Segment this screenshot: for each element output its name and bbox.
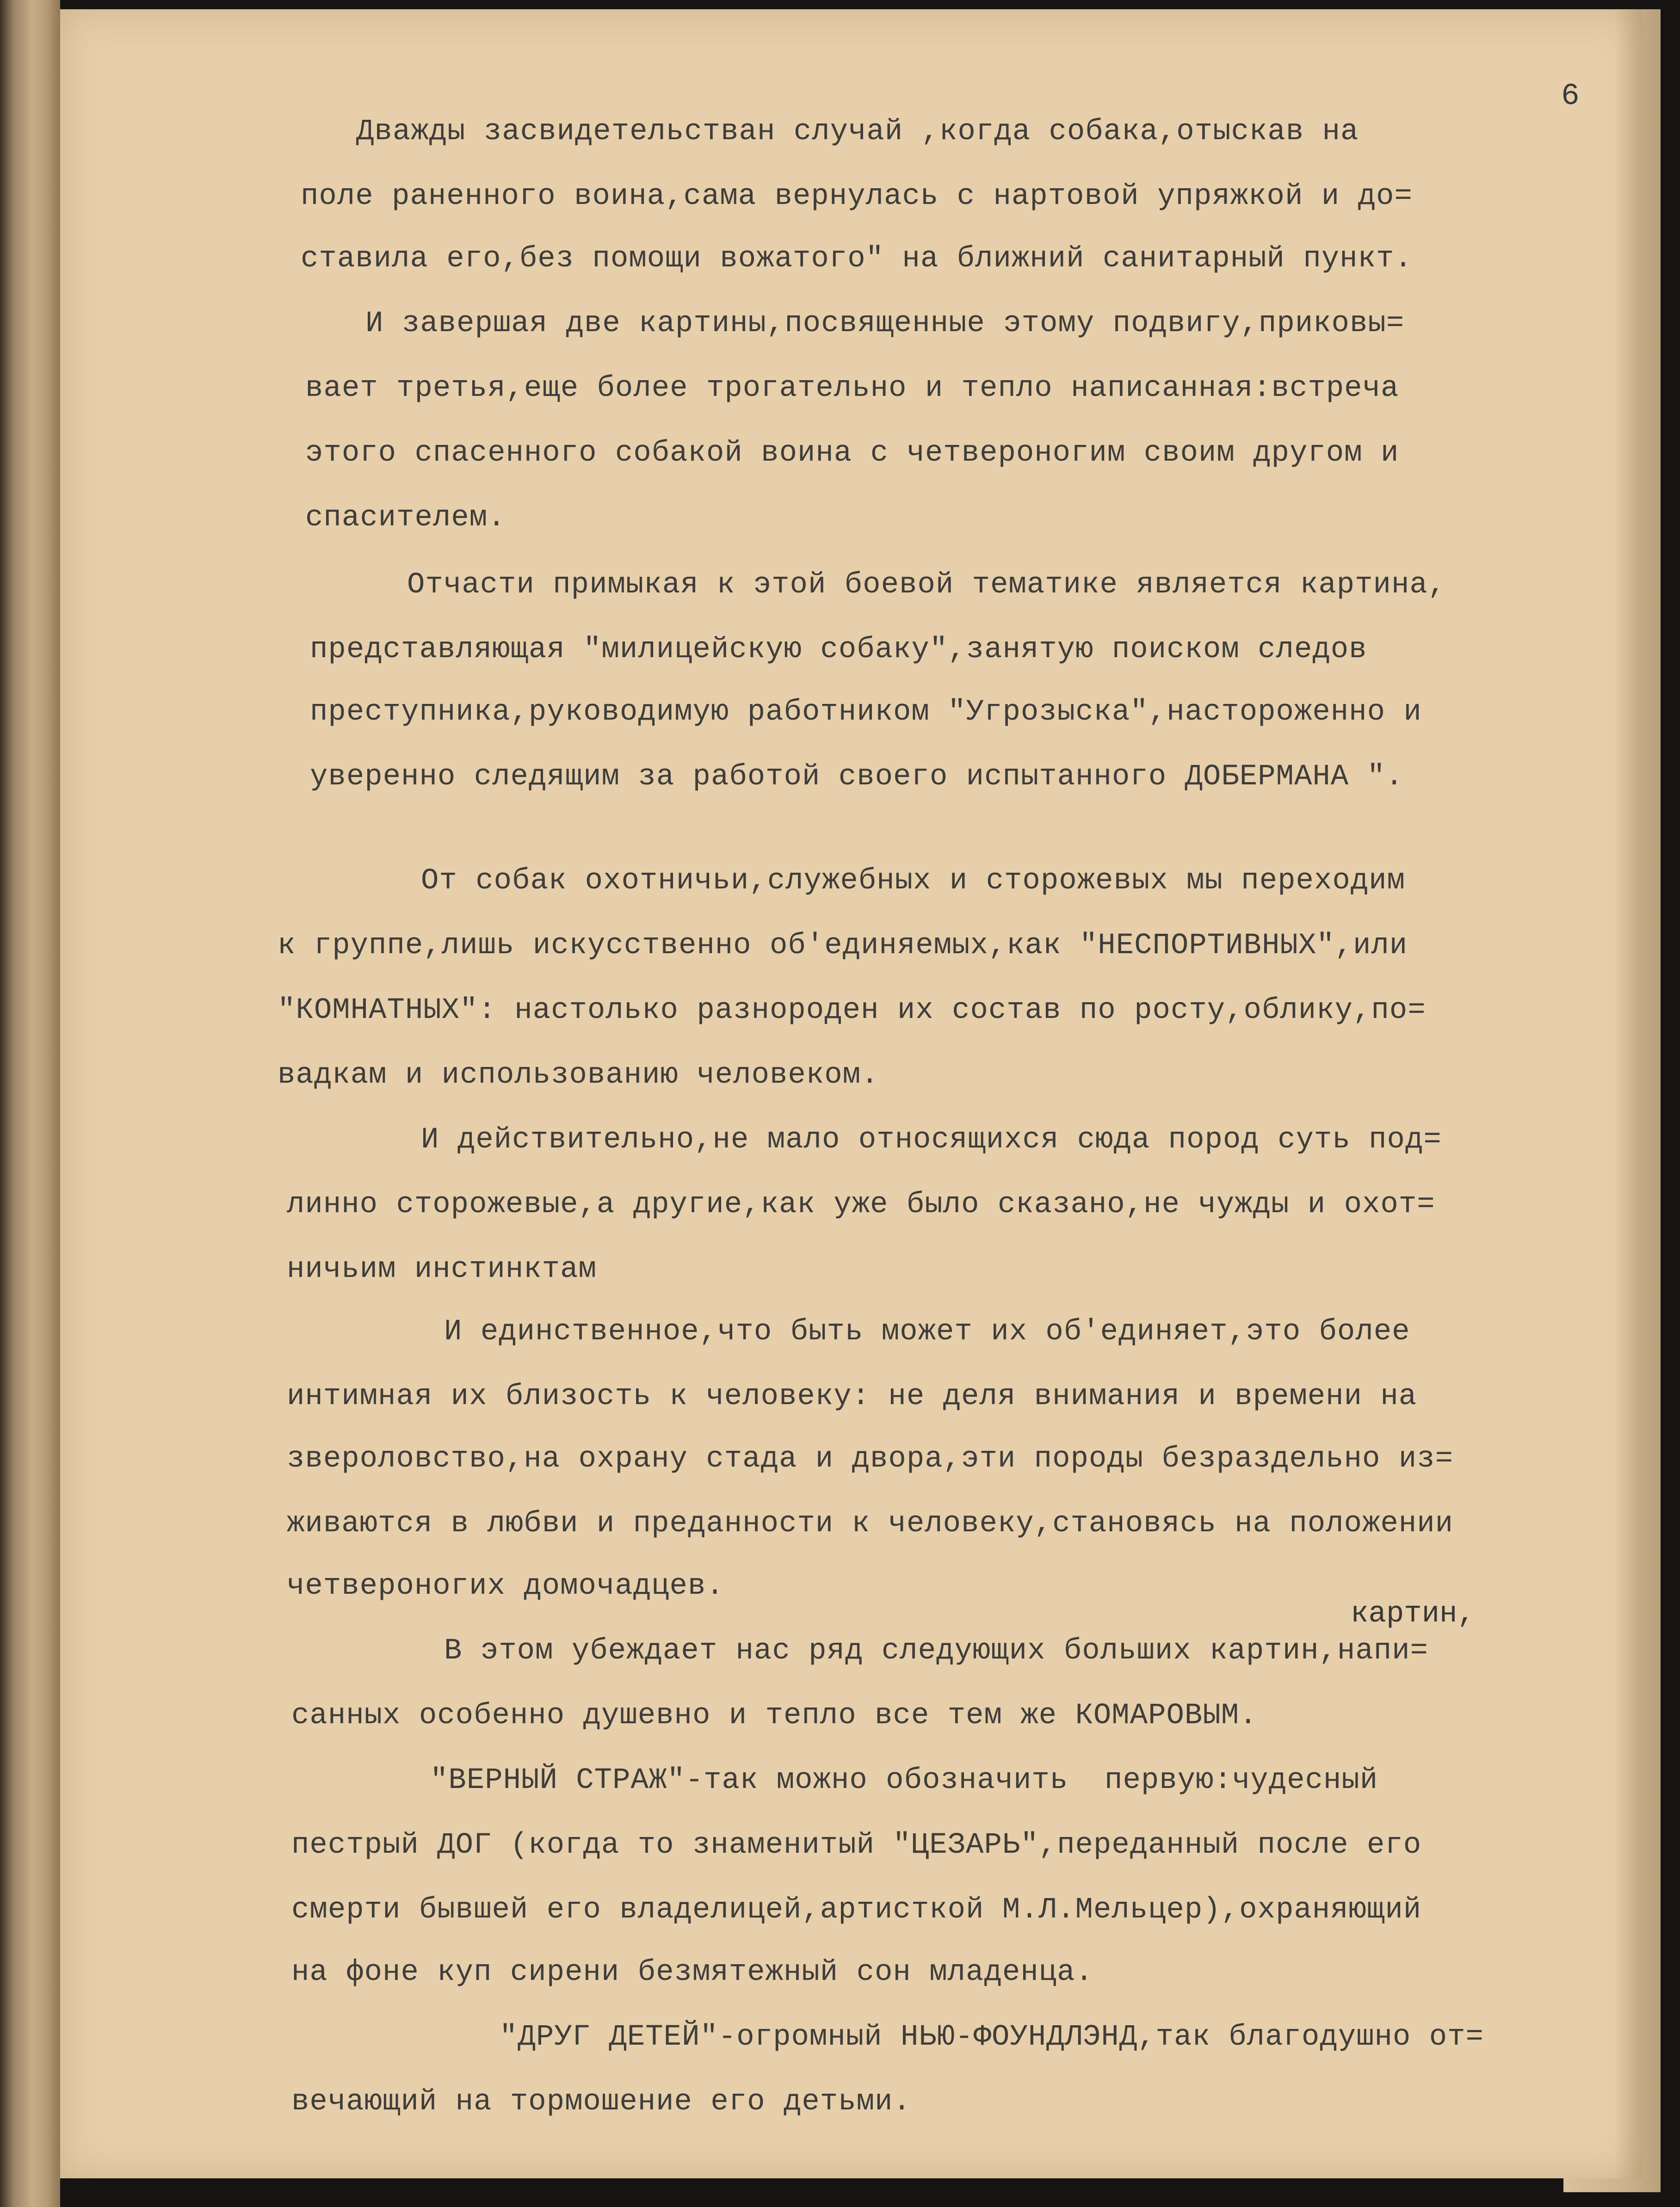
text-line: к группе,лишь искусственно об'единяемых,как "НЕСПОРТИВНЫХ",или — [278, 929, 1408, 962]
text-line: звероловство,на охрану стада и двора,эти породы безраздельно из= — [287, 1443, 1453, 1476]
page-number: 6 — [1561, 79, 1581, 113]
text-line: смерти бывшей его владелицей,артисткой М.Л.Мельцер),охраняющий — [291, 1893, 1422, 1927]
text-line: И действительно,не мало относящихся сюда пород суть под= — [421, 1123, 1442, 1157]
text-line: И завершая две картины,посвященные этому подвигу,приковы= — [365, 307, 1405, 340]
text-line: Отчасти примыкая к этой боевой тематике является картина, — [407, 568, 1446, 602]
text-line: на фоне куп сирени безмятежный сон младенца. — [291, 1956, 1093, 1989]
text-line: "ДРУГ ДЕТЕЙ"-огромный НЬЮ-ФОУНДЛЭНД,так благодушно от= — [500, 2021, 1484, 2054]
text-line: живаются в любви и преданности к человеку,становясь на положении — [287, 1507, 1453, 1541]
text-line: представляющая "милицейскую собаку",занятую поиском следов — [310, 633, 1367, 666]
text-line: вадкам и использованию человеком. — [278, 1059, 879, 1092]
text-line: четвероногих домочадцев. — [287, 1570, 724, 1603]
text-line: "КОМНАТНЫХ": настолько разнороден их состав по росту,облику,по= — [278, 994, 1426, 1027]
text-line: Дважды засвидетельстван случай ,когда собака,отыскав на — [356, 115, 1359, 148]
text-line: поле раненного воина,сама вернулась с нартовой упряжкой и до= — [301, 180, 1413, 213]
text-line: преступника,руководимую работником "Угрозыска",настороженно и — [310, 696, 1422, 729]
text-line: ничьим инстинктам — [287, 1253, 597, 1286]
text-line: санных особенно душевно и тепло все тем же КОМАРОВЫМ. — [291, 1699, 1258, 1732]
text-line: этого спасенного собакой воина с четвероногим своим другом и — [305, 437, 1399, 470]
typed-insertion: картин, — [1351, 1597, 1475, 1631]
text-line: интимная их близость к человеку: не деля внимания и времени на — [287, 1380, 1417, 1413]
text-line: ставила его,без помощи вожатого" на ближний санитарный пункт. — [301, 242, 1413, 276]
text-line: уверенно следящим за работой своего испытанного ДОБЕРМАНА ". — [310, 760, 1404, 794]
text-line: От собак охотничьи,служебных и сторожевых мы переходим — [421, 864, 1405, 898]
text-line: линно сторожевые,а другие,как уже было сказано,не чужды и охот= — [287, 1188, 1435, 1221]
text-line: пестрый ДОГ (когда то знаменитый "ЦЕЗАРЬ",переданный после его — [291, 1829, 1422, 1862]
text-line: "ВЕРНЫЙ СТРАЖ"-так можно обозначить первую:чудесный — [430, 1764, 1378, 1797]
typewritten-sheet — [60, 9, 1642, 2178]
text-line: вечающий на тормошение его детьми. — [291, 2085, 911, 2119]
text-line: вает третья,еще более трогательно и тепло написанная:встреча — [305, 372, 1399, 405]
text-line: И единственное,что быть может их об'единяет,это более — [444, 1315, 1410, 1349]
text-line: спасителем. — [305, 501, 506, 535]
text-line: В этом убеждает нас ряд следующих больших картин,напи= — [444, 1634, 1428, 1668]
binding-edge — [0, 0, 60, 2207]
